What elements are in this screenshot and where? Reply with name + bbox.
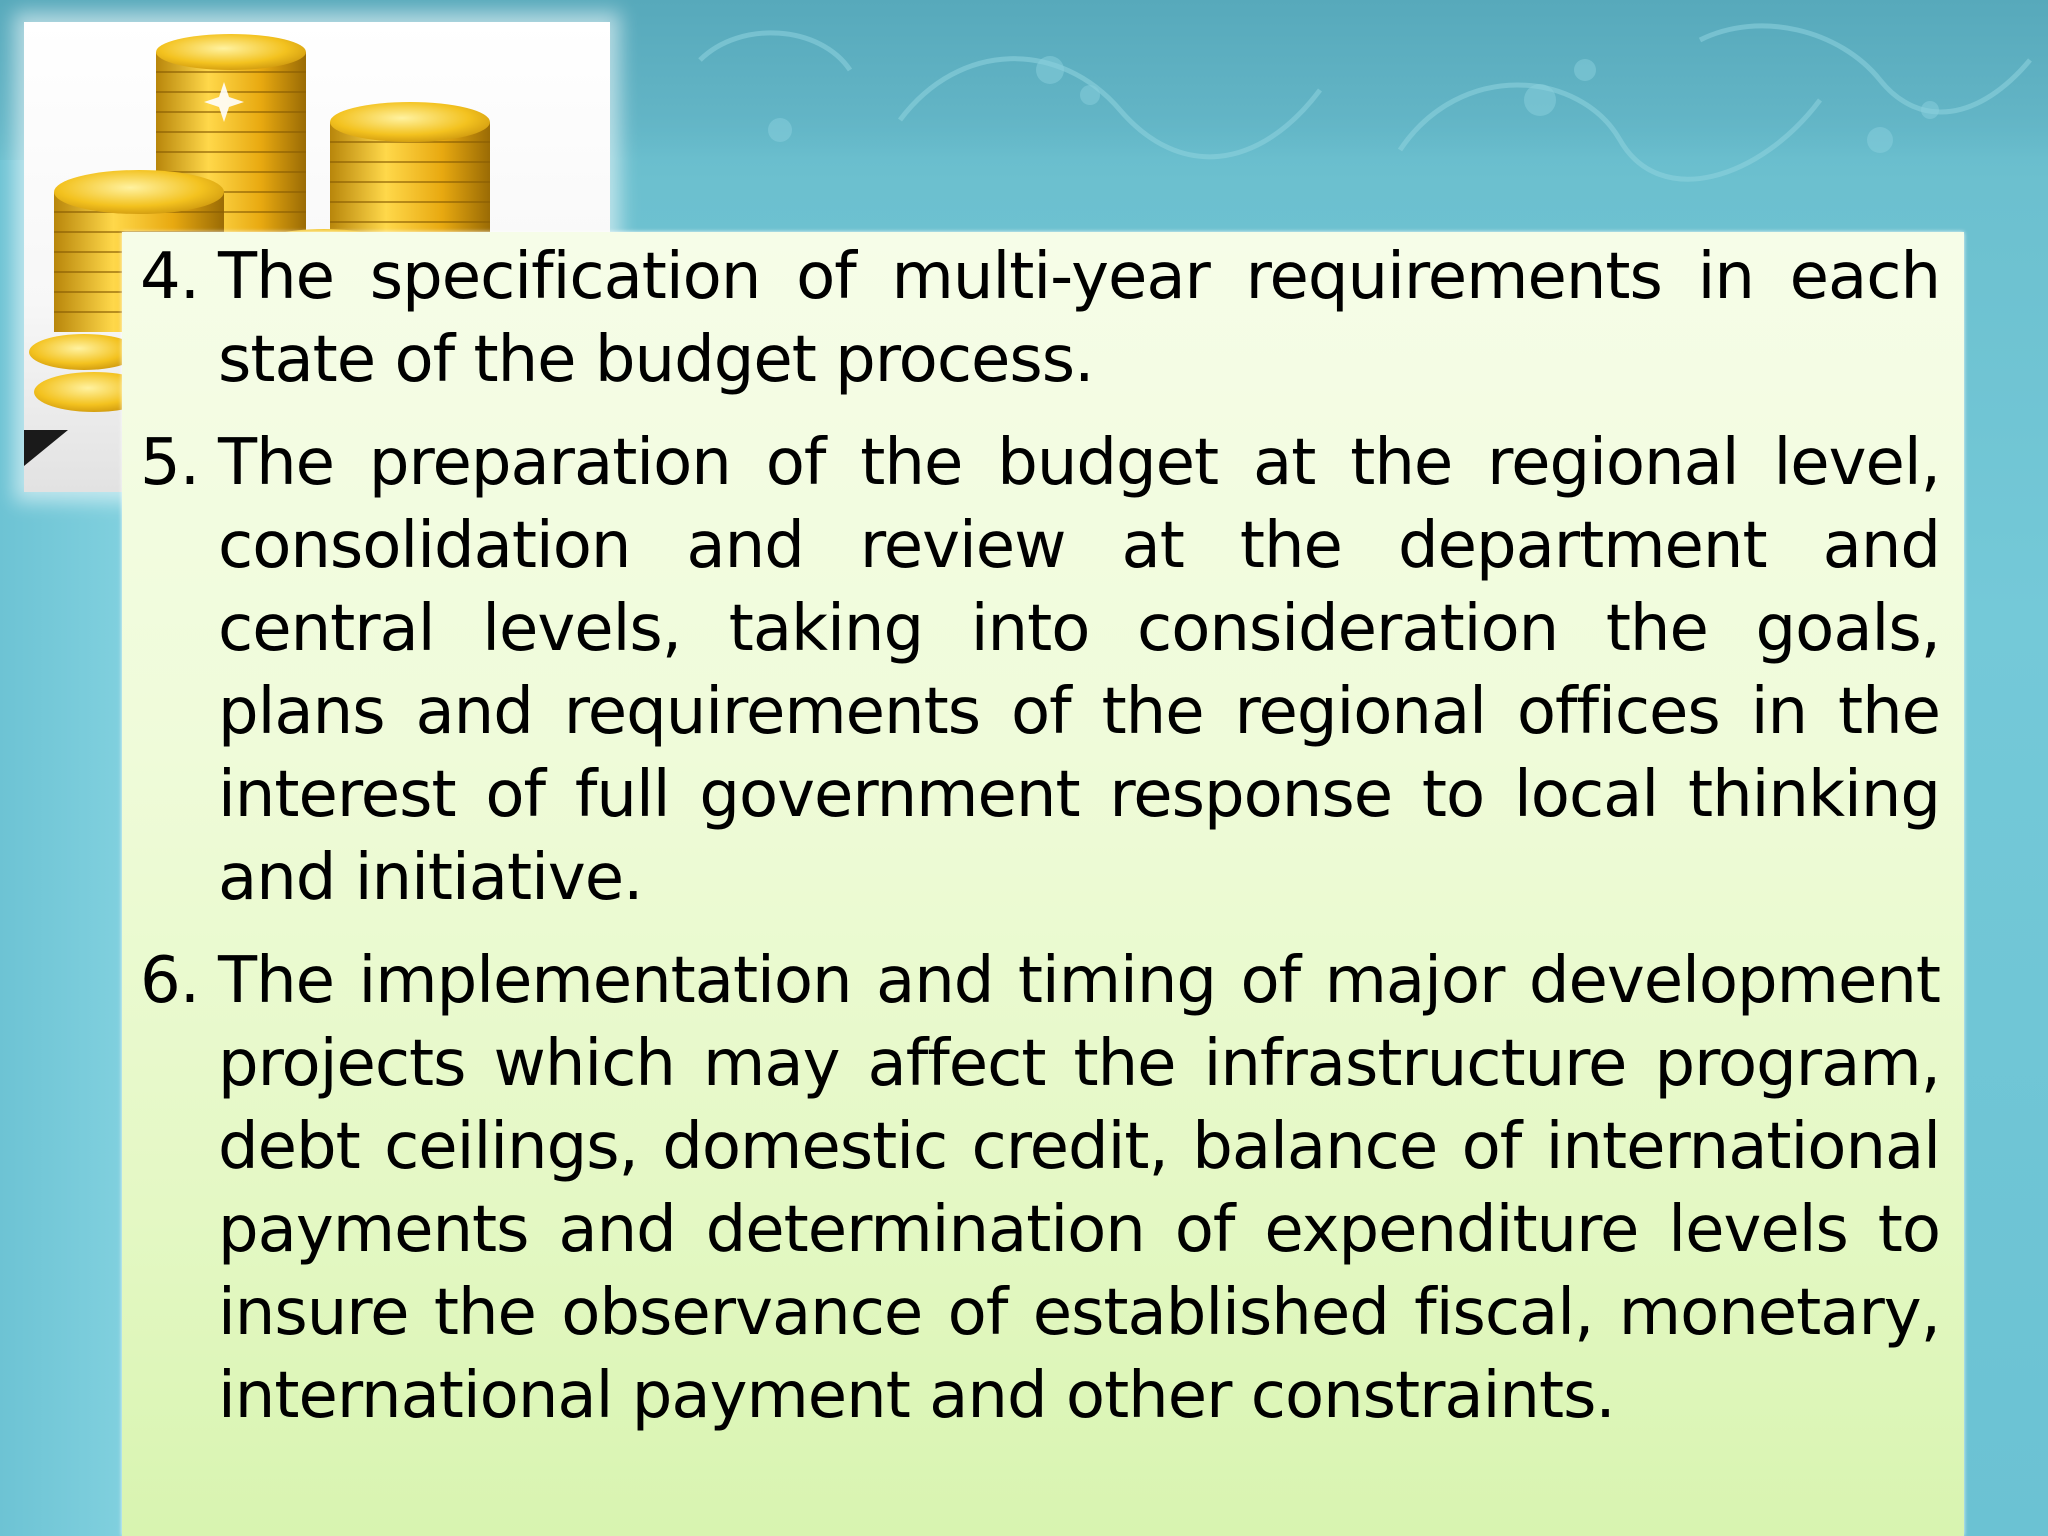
item-number: 4. [140,240,200,314]
item-number: 6. [140,944,200,1018]
item-text: The specification of multi-year requirements in each state of the budget process. [218,240,1940,397]
list-item [140,422,1940,920]
list-item [140,236,1940,402]
item-text: The implementation and timing of major development projects which may affect the infrastructure program, debt ceilings, domestic credit, balance of international payments and determination of expenditure levels to insure the observance of established fiscal, monetary, international payment and other constraints. [218,944,1940,1433]
item-number: 5. [140,426,200,500]
item-text: The preparation of the budget at the regional level, consolidation and review at the department and central levels, taking into consideration the goals, plans and requirements of the regional offices in the interest of full government response to local thinking and initiative. [218,426,1940,915]
pin-decoration [24,430,68,466]
list-item [140,940,1940,1438]
requirements-list [140,236,1940,1458]
